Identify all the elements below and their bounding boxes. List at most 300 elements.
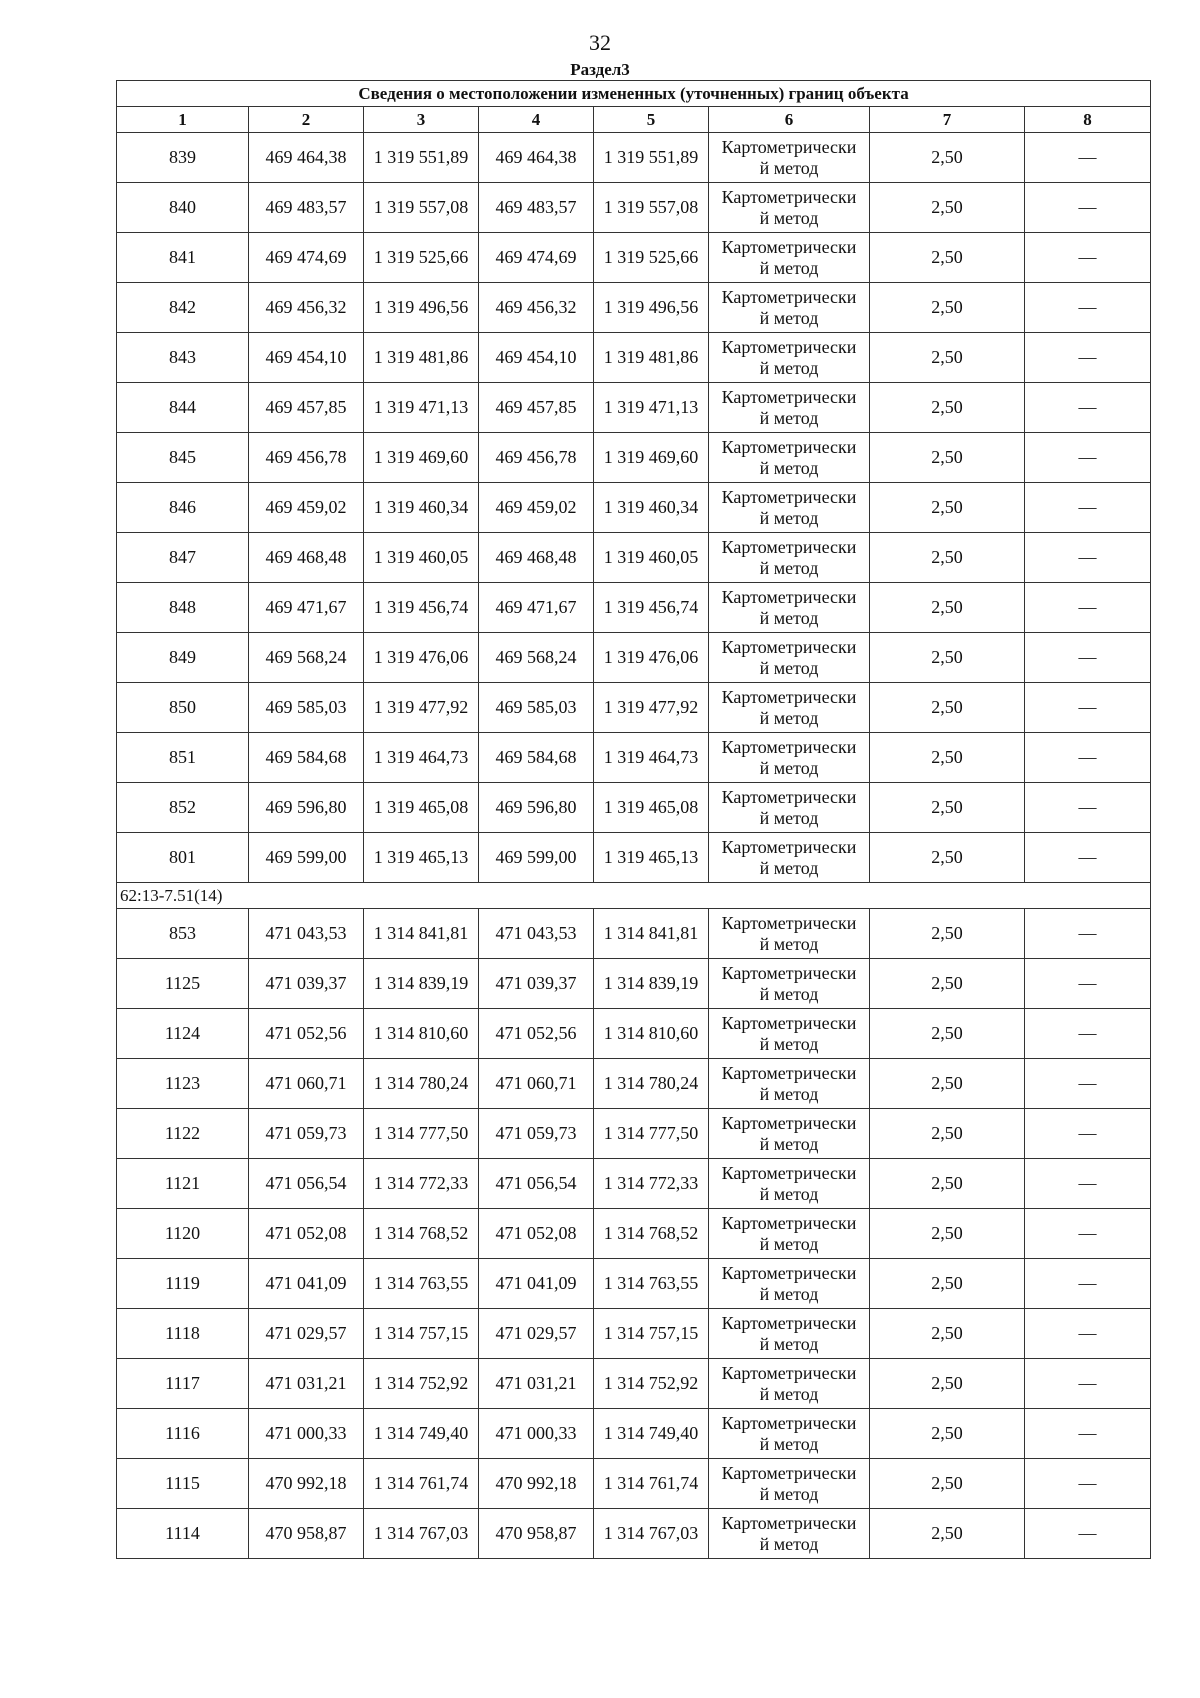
table-cell: 469 474,69	[249, 233, 364, 283]
table-cell: 471 043,53	[249, 909, 364, 959]
table-cell: 1 319 469,60	[364, 433, 479, 483]
method-line: Картометрически	[721, 536, 857, 557]
method-line: й метод	[759, 1233, 819, 1254]
method-line: Картометрически	[721, 786, 857, 807]
table-cell: 2,50	[870, 1409, 1025, 1459]
method-line: Картометрически	[721, 586, 857, 607]
table-cell: 1 314 777,50	[364, 1109, 479, 1159]
table-cell: —	[1025, 583, 1151, 633]
table-caption: Сведения о местоположении измененных (уточненных) границ объекта	[117, 81, 1151, 107]
table-cell: 469 599,00	[249, 833, 364, 883]
table-cell: 471 031,21	[249, 1359, 364, 1409]
table-cell: 1 319 465,08	[594, 783, 709, 833]
table-cell: 470 958,87	[479, 1509, 594, 1559]
method-line: й метод	[759, 857, 819, 878]
table-cell: —	[1025, 1309, 1151, 1359]
column-header: 6	[709, 107, 870, 133]
table-row	[117, 1109, 1151, 1159]
table-row	[117, 909, 1151, 959]
table-cell: 1 319 469,60	[594, 433, 709, 483]
table-cell: 1117	[117, 1359, 249, 1409]
table-cell: 471 052,08	[479, 1209, 594, 1259]
method-line: Картометрически	[721, 1262, 857, 1283]
table-cell: 1 314 841,81	[594, 909, 709, 959]
method-line: Картометрически	[721, 386, 857, 407]
method-line: й метод	[759, 1433, 819, 1454]
table-row	[117, 483, 1151, 533]
method-cell	[709, 1509, 870, 1559]
table-row	[117, 959, 1151, 1009]
table-cell: 469 468,48	[249, 533, 364, 583]
table-cell: 469 483,57	[479, 183, 594, 233]
table-cell: 471 052,56	[479, 1009, 594, 1059]
method-line: Картометрически	[721, 336, 857, 357]
method-line: Картометрически	[721, 636, 857, 657]
table-cell: 1124	[117, 1009, 249, 1059]
table-cell: —	[1025, 133, 1151, 183]
method-cell	[709, 383, 870, 433]
method-line: Картометрически	[721, 1112, 857, 1133]
table-cell: 2,50	[870, 183, 1025, 233]
table-cell: 2,50	[870, 383, 1025, 433]
group-label: 62:13-7.51(14)	[117, 883, 1151, 909]
table-row	[117, 133, 1151, 183]
method-line: й метод	[759, 983, 819, 1004]
table-cell: 1 319 460,05	[364, 533, 479, 583]
method-cell	[709, 333, 870, 383]
table-cell: 471 043,53	[479, 909, 594, 959]
method-line: й метод	[759, 757, 819, 778]
table-cell: 839	[117, 133, 249, 183]
method-line: й метод	[759, 1183, 819, 1204]
method-line: Картометрически	[721, 186, 857, 207]
table-cell: —	[1025, 383, 1151, 433]
method-cell	[709, 1359, 870, 1409]
table-cell: 1 314 768,52	[364, 1209, 479, 1259]
method-line: Картометрически	[721, 286, 857, 307]
table-cell: 469 585,03	[249, 683, 364, 733]
table-cell: 2,50	[870, 133, 1025, 183]
table-cell: —	[1025, 483, 1151, 533]
table-row	[117, 1009, 1151, 1059]
table-cell: 1121	[117, 1159, 249, 1209]
method-cell	[709, 1009, 870, 1059]
method-cell	[709, 1409, 870, 1459]
table-cell: 2,50	[870, 1259, 1025, 1309]
table-row	[117, 383, 1151, 433]
table-cell: 1 319 464,73	[364, 733, 479, 783]
table-cell: 847	[117, 533, 249, 583]
table-cell: 1 319 456,74	[594, 583, 709, 633]
method-cell	[709, 483, 870, 533]
table-cell: 1 314 772,33	[364, 1159, 479, 1209]
table-cell: 1123	[117, 1059, 249, 1109]
method-line: й метод	[759, 1383, 819, 1404]
column-header: 7	[870, 107, 1025, 133]
table-cell: —	[1025, 959, 1151, 1009]
table-cell: 1 314 839,19	[364, 959, 479, 1009]
method-cell	[709, 283, 870, 333]
method-line: й метод	[759, 1083, 819, 1104]
table-row	[117, 1259, 1151, 1309]
table-cell: 469 464,38	[479, 133, 594, 183]
method-cell	[709, 1059, 870, 1109]
table-cell: 2,50	[870, 583, 1025, 633]
column-header: 1	[117, 107, 249, 133]
table-row	[117, 783, 1151, 833]
table-cell: 2,50	[870, 909, 1025, 959]
table-cell: 1 319 525,66	[364, 233, 479, 283]
table-cell: 469 568,24	[249, 633, 364, 683]
table-row	[117, 1309, 1151, 1359]
table-cell: 1 319 464,73	[594, 733, 709, 783]
table-cell: 2,50	[870, 633, 1025, 683]
table-cell: 1 314 767,03	[364, 1509, 479, 1559]
table-row	[117, 283, 1151, 333]
table-cell: 469 568,24	[479, 633, 594, 683]
table-header-row	[117, 107, 1151, 133]
table-cell: 1 314 780,24	[594, 1059, 709, 1109]
table-cell: —	[1025, 1509, 1151, 1559]
method-line: Картометрически	[721, 1362, 857, 1383]
table-cell: 846	[117, 483, 249, 533]
table-cell: 471 059,73	[479, 1109, 594, 1159]
table-cell: 850	[117, 683, 249, 733]
method-line: й метод	[759, 607, 819, 628]
table-cell: 1 319 465,08	[364, 783, 479, 833]
table-cell: 1 314 752,92	[364, 1359, 479, 1409]
method-line: Картометрически	[721, 912, 857, 933]
method-cell	[709, 1209, 870, 1259]
table-cell: 2,50	[870, 433, 1025, 483]
table-cell: 469 599,00	[479, 833, 594, 883]
table-cell: 471 059,73	[249, 1109, 364, 1159]
table-cell: 853	[117, 909, 249, 959]
table-cell: 469 456,32	[479, 283, 594, 333]
method-line: Картометрически	[721, 436, 857, 457]
table-cell: 1 319 471,13	[364, 383, 479, 433]
table-cell: —	[1025, 633, 1151, 683]
method-line: Картометрически	[721, 1412, 857, 1433]
table-cell: 1 314 757,15	[364, 1309, 479, 1359]
table-cell: —	[1025, 783, 1151, 833]
table-cell: 471 060,71	[479, 1059, 594, 1109]
method-cell	[709, 433, 870, 483]
table-cell: 469 468,48	[479, 533, 594, 583]
table-row	[117, 533, 1151, 583]
table-cell: 1 319 496,56	[364, 283, 479, 333]
table-cell: 2,50	[870, 833, 1025, 883]
table-cell: 2,50	[870, 1309, 1025, 1359]
table-cell: 1 314 763,55	[594, 1259, 709, 1309]
table-cell: 469 596,80	[479, 783, 594, 833]
table-row	[117, 233, 1151, 283]
method-line: Картометрически	[721, 1062, 857, 1083]
table-cell: 1125	[117, 959, 249, 1009]
table-cell: 471 039,37	[249, 959, 364, 1009]
table-cell: 469 471,67	[479, 583, 594, 633]
column-header: 2	[249, 107, 364, 133]
method-line: Картометрически	[721, 486, 857, 507]
method-cell	[709, 909, 870, 959]
table-cell: 2,50	[870, 1359, 1025, 1409]
table-cell: 1 319 460,34	[594, 483, 709, 533]
section-title: Раздел3	[570, 60, 630, 79]
table-cell: 2,50	[870, 783, 1025, 833]
table-cell: —	[1025, 833, 1151, 883]
method-line: Картометрически	[721, 1462, 857, 1483]
table-cell: 1 319 551,89	[364, 133, 479, 183]
table-cell: 1 319 481,86	[364, 333, 479, 383]
table-cell: 1120	[117, 1209, 249, 1259]
method-line: Картометрически	[721, 962, 857, 983]
table-cell: —	[1025, 1259, 1151, 1309]
table-cell: —	[1025, 283, 1151, 333]
table-row	[117, 733, 1151, 783]
table-cell: 469 459,02	[249, 483, 364, 533]
table-cell: 848	[117, 583, 249, 633]
method-line: й метод	[759, 307, 819, 328]
table-cell: 1 319 460,05	[594, 533, 709, 583]
table-cell: 1 314 752,92	[594, 1359, 709, 1409]
method-cell	[709, 1159, 870, 1209]
table-cell: 1 314 749,40	[364, 1409, 479, 1459]
table-cell: 471 041,09	[479, 1259, 594, 1309]
table-caption-row	[117, 81, 1151, 107]
method-line: Картометрически	[721, 136, 857, 157]
table-cell: —	[1025, 909, 1151, 959]
table-cell: 2,50	[870, 1159, 1025, 1209]
table-cell: 1115	[117, 1459, 249, 1509]
method-cell	[709, 533, 870, 583]
table-cell: 1 314 810,60	[364, 1009, 479, 1059]
table-cell: 1 319 551,89	[594, 133, 709, 183]
table-cell: 843	[117, 333, 249, 383]
table-row	[117, 683, 1151, 733]
table-cell: 471 052,08	[249, 1209, 364, 1259]
method-line: й метод	[759, 1133, 819, 1154]
table-row	[117, 1159, 1151, 1209]
table-cell: 2,50	[870, 1059, 1025, 1109]
table-cell: 1 314 768,52	[594, 1209, 709, 1259]
page-number: 32	[589, 30, 611, 55]
table-cell: 471 029,57	[249, 1309, 364, 1359]
table-cell: 1 319 477,92	[594, 683, 709, 733]
method-line: Картометрически	[721, 736, 857, 757]
table-cell: 471 052,56	[249, 1009, 364, 1059]
table-cell: 1122	[117, 1109, 249, 1159]
table-cell: 1 319 477,92	[364, 683, 479, 733]
table-cell: 2,50	[870, 1209, 1025, 1259]
table-cell: —	[1025, 733, 1151, 783]
table-cell: —	[1025, 433, 1151, 483]
table-cell: 1118	[117, 1309, 249, 1359]
table-cell: 1 314 761,74	[594, 1459, 709, 1509]
method-cell	[709, 1309, 870, 1359]
table-row	[117, 1409, 1151, 1459]
table-cell: 1 319 456,74	[364, 583, 479, 633]
table-row	[117, 633, 1151, 683]
method-cell	[709, 733, 870, 783]
table-cell: 471 060,71	[249, 1059, 364, 1109]
table-cell: 469 456,78	[249, 433, 364, 483]
table-cell: —	[1025, 183, 1151, 233]
method-line: й метод	[759, 1483, 819, 1504]
table-cell: 1 314 772,33	[594, 1159, 709, 1209]
table-cell: 1 319 496,56	[594, 283, 709, 333]
method-line: Картометрически	[721, 1012, 857, 1033]
method-line: й метод	[759, 657, 819, 678]
table-cell: 469 585,03	[479, 683, 594, 733]
table-cell: 2,50	[870, 959, 1025, 1009]
table-cell: 845	[117, 433, 249, 483]
table-cell: 841	[117, 233, 249, 283]
table-cell: 2,50	[870, 283, 1025, 333]
table-cell: 1 319 465,13	[364, 833, 479, 883]
table-row	[117, 1059, 1151, 1109]
column-header: 4	[479, 107, 594, 133]
table-row	[117, 183, 1151, 233]
method-cell	[709, 1109, 870, 1159]
column-header: 5	[594, 107, 709, 133]
table-row	[117, 1209, 1151, 1259]
method-line: й метод	[759, 1533, 819, 1554]
table-cell: 1 314 757,15	[594, 1309, 709, 1359]
table-cell: 470 992,18	[249, 1459, 364, 1509]
method-line: Картометрически	[721, 1312, 857, 1333]
table-cell: 471 041,09	[249, 1259, 364, 1309]
method-line: Картометрически	[721, 836, 857, 857]
column-header: 8	[1025, 107, 1151, 133]
method-line: й метод	[759, 207, 819, 228]
table-cell: 471 056,54	[479, 1159, 594, 1209]
table-cell: 469 454,10	[249, 333, 364, 383]
method-line: й метод	[759, 457, 819, 478]
table-cell: 469 584,68	[479, 733, 594, 783]
column-header: 3	[364, 107, 479, 133]
table-cell: 801	[117, 833, 249, 883]
table-cell: 469 474,69	[479, 233, 594, 283]
table-cell: 840	[117, 183, 249, 233]
method-line: Картометрически	[721, 686, 857, 707]
table-cell: 2,50	[870, 533, 1025, 583]
method-cell	[709, 683, 870, 733]
table-cell: —	[1025, 1109, 1151, 1159]
table-cell: 1 314 763,55	[364, 1259, 479, 1309]
method-cell	[709, 1459, 870, 1509]
table-row	[117, 433, 1151, 483]
table-cell: —	[1025, 1009, 1151, 1059]
table-cell: 2,50	[870, 1459, 1025, 1509]
method-line: Картометрически	[721, 236, 857, 257]
table-cell: 1 319 525,66	[594, 233, 709, 283]
table-cell: —	[1025, 1459, 1151, 1509]
table-cell: 469 457,85	[249, 383, 364, 433]
table-cell: 471 056,54	[249, 1159, 364, 1209]
table-row	[117, 333, 1151, 383]
table-cell: 1 319 460,34	[364, 483, 479, 533]
table-cell: 1 319 476,06	[364, 633, 479, 683]
method-line: й метод	[759, 1283, 819, 1304]
table-cell: 469 464,38	[249, 133, 364, 183]
table-cell: 469 596,80	[249, 783, 364, 833]
table-row	[117, 1509, 1151, 1559]
method-line: й метод	[759, 807, 819, 828]
method-cell	[709, 233, 870, 283]
table-cell: 2,50	[870, 333, 1025, 383]
method-line: й метод	[759, 707, 819, 728]
method-cell	[709, 783, 870, 833]
table-cell: 2,50	[870, 483, 1025, 533]
method-line: й метод	[759, 1033, 819, 1054]
table-cell: —	[1025, 1409, 1151, 1459]
table-cell: 469 483,57	[249, 183, 364, 233]
method-line: Картометрически	[721, 1212, 857, 1233]
table-cell: 2,50	[870, 233, 1025, 283]
method-line: Картометрически	[721, 1162, 857, 1183]
table-cell: 1 314 749,40	[594, 1409, 709, 1459]
method-line: й метод	[759, 157, 819, 178]
table-cell: 471 000,33	[249, 1409, 364, 1459]
table-cell: 471 029,57	[479, 1309, 594, 1359]
table-cell: 849	[117, 633, 249, 683]
table-row	[117, 583, 1151, 633]
table-cell: 469 456,78	[479, 433, 594, 483]
table-cell: 1116	[117, 1409, 249, 1459]
table-cell: —	[1025, 1209, 1151, 1259]
table-cell: 471 039,37	[479, 959, 594, 1009]
table-cell: 1 314 780,24	[364, 1059, 479, 1109]
table-cell: 469 454,10	[479, 333, 594, 383]
method-line: й метод	[759, 507, 819, 528]
table-cell: 1 314 810,60	[594, 1009, 709, 1059]
table-row	[117, 1459, 1151, 1509]
table-cell: 1 314 767,03	[594, 1509, 709, 1559]
table-cell: 2,50	[870, 1509, 1025, 1559]
table-row	[117, 833, 1151, 883]
table-cell: 469 459,02	[479, 483, 594, 533]
table-cell: 852	[117, 783, 249, 833]
table-cell: 1 314 841,81	[364, 909, 479, 959]
table-cell: 1119	[117, 1259, 249, 1309]
table-row	[117, 1359, 1151, 1409]
method-cell	[709, 959, 870, 1009]
table-cell: 469 471,67	[249, 583, 364, 633]
table-cell: 1114	[117, 1509, 249, 1559]
table-cell: 469 456,32	[249, 283, 364, 333]
table-cell: 2,50	[870, 733, 1025, 783]
table-cell: 851	[117, 733, 249, 783]
method-cell	[709, 833, 870, 883]
coordinates-table	[116, 80, 1151, 1559]
table-cell: —	[1025, 1059, 1151, 1109]
table-cell: 1 314 777,50	[594, 1109, 709, 1159]
table-cell: 2,50	[870, 683, 1025, 733]
method-cell	[709, 633, 870, 683]
method-cell	[709, 133, 870, 183]
group-row	[117, 883, 1151, 909]
table-cell: 469 584,68	[249, 733, 364, 783]
table-cell: 471 031,21	[479, 1359, 594, 1409]
method-line: й метод	[759, 257, 819, 278]
table-cell: 1 319 465,13	[594, 833, 709, 883]
table-cell: —	[1025, 533, 1151, 583]
table-cell: —	[1025, 683, 1151, 733]
table-cell: 844	[117, 383, 249, 433]
method-cell	[709, 583, 870, 633]
table-cell: 1 319 481,86	[594, 333, 709, 383]
table-cell: 2,50	[870, 1009, 1025, 1059]
